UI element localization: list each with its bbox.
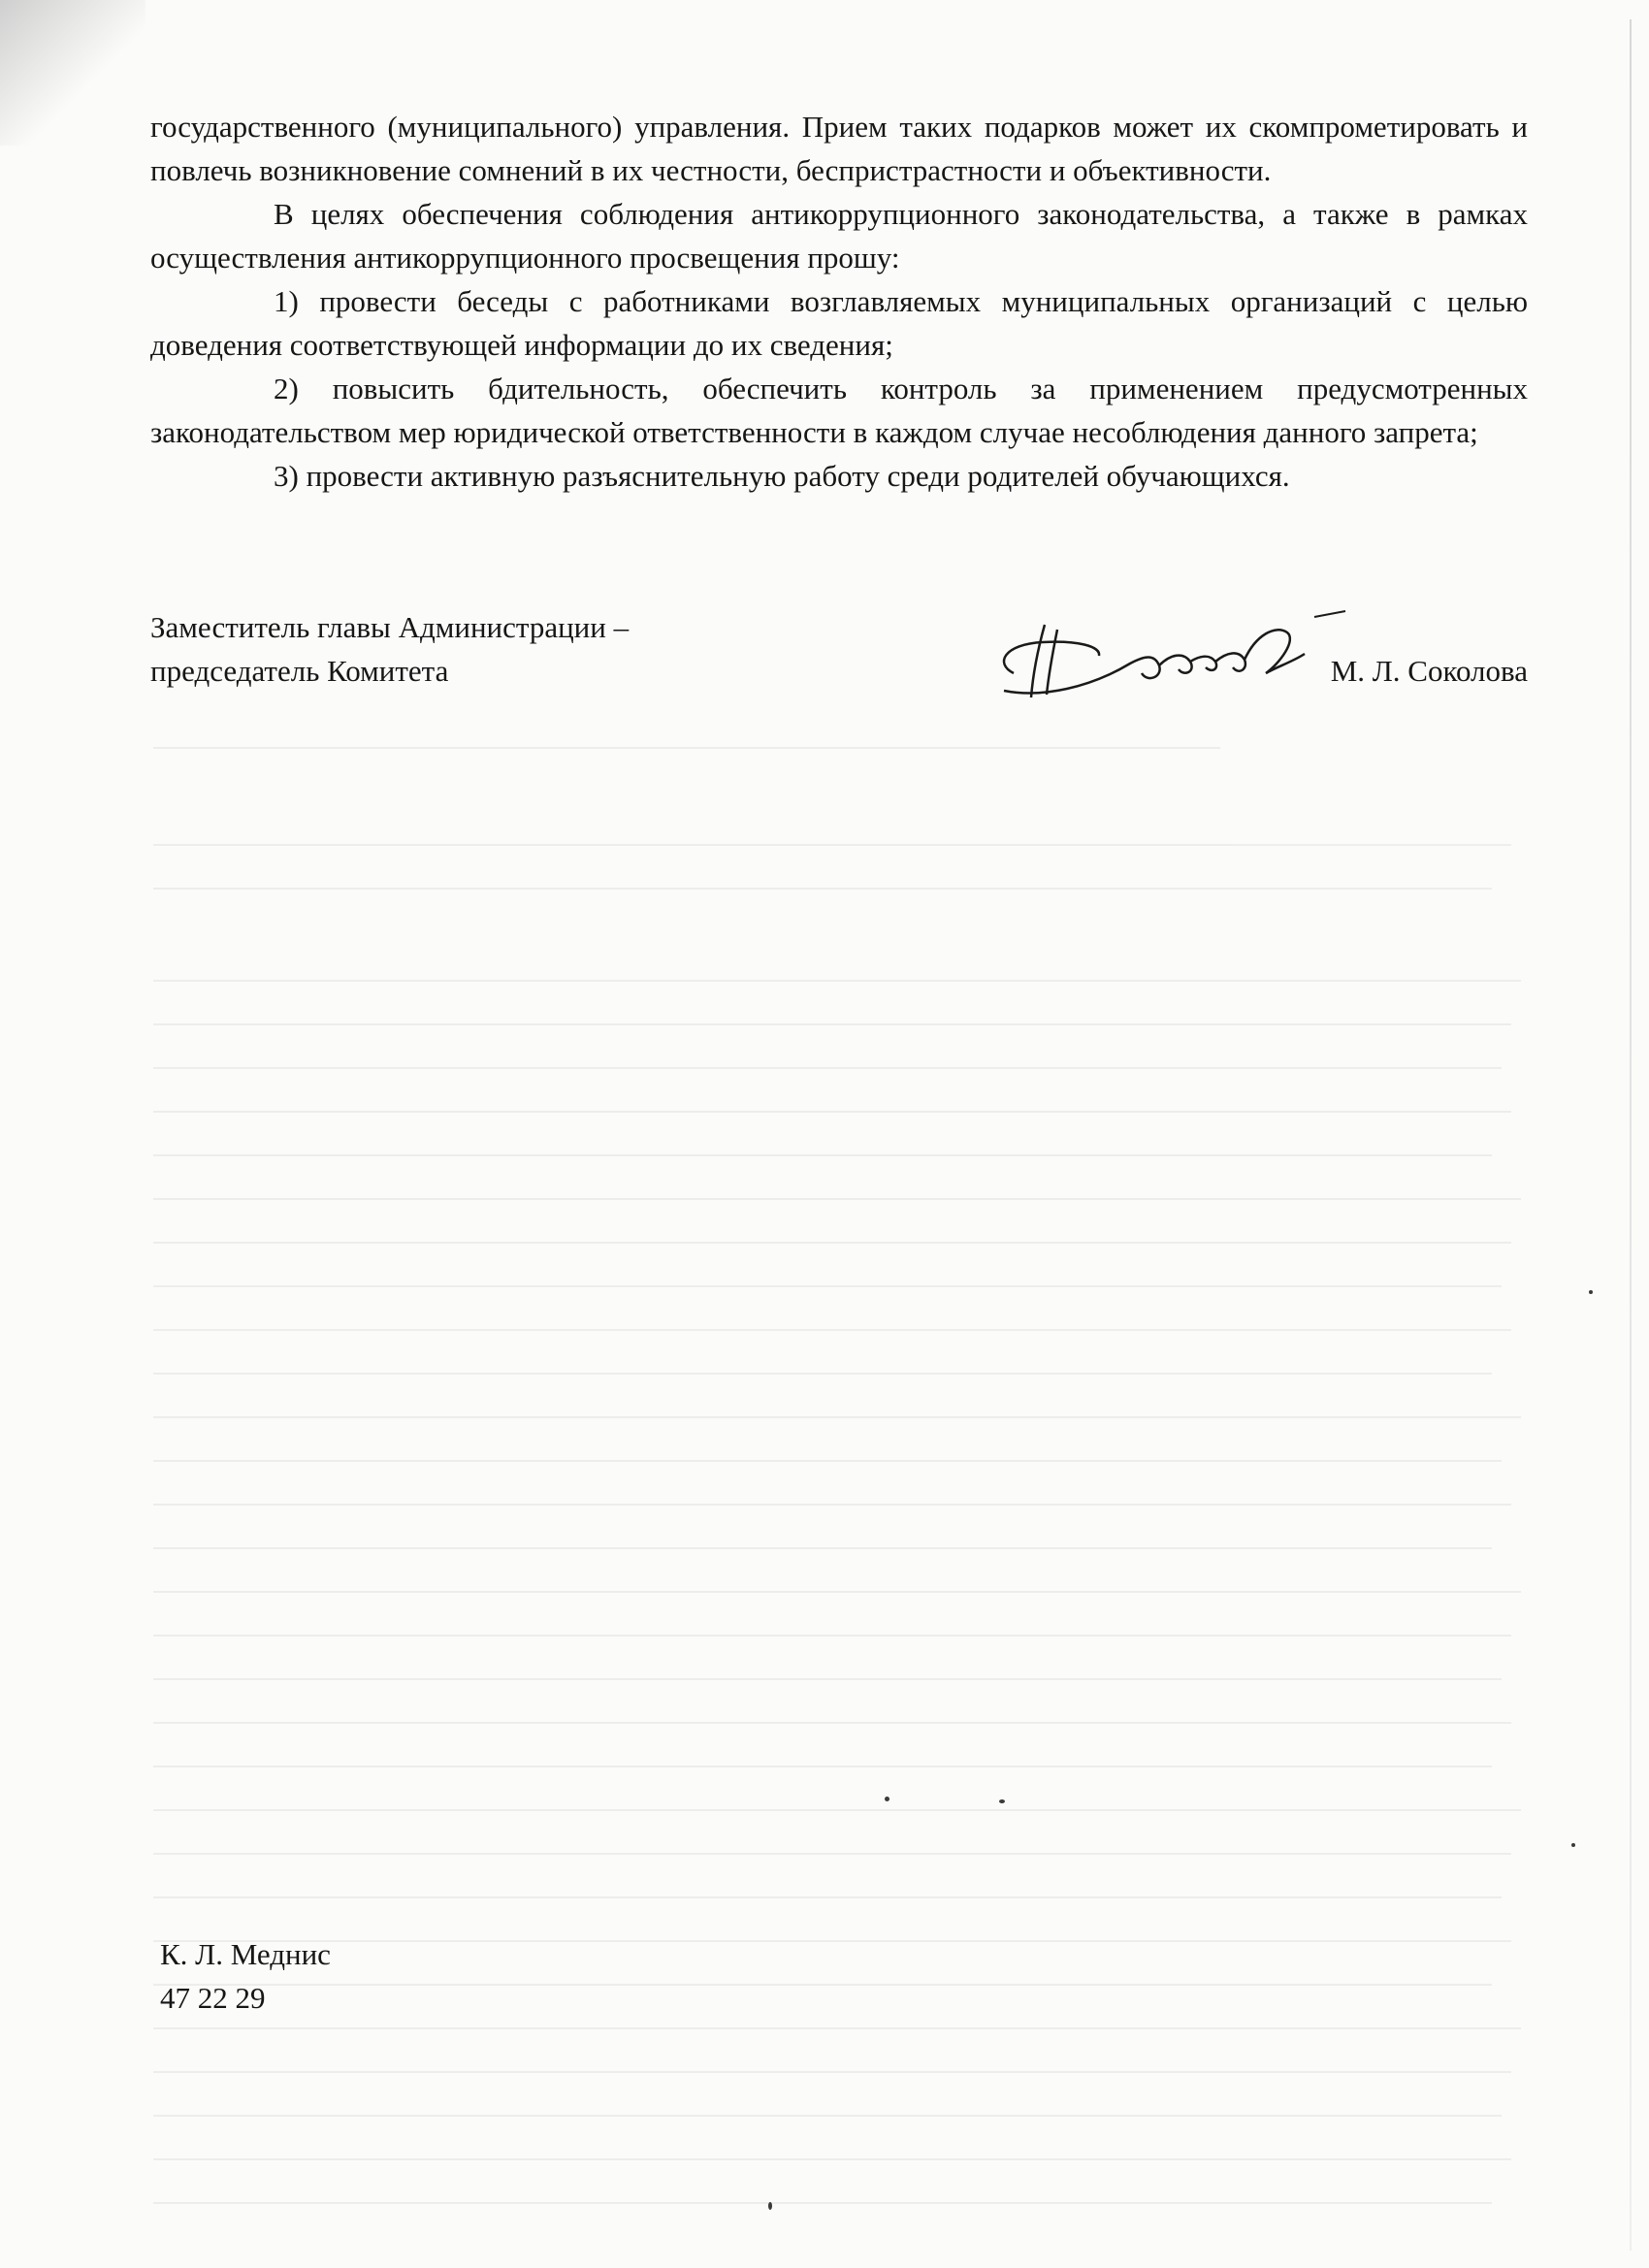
signature-block [150, 605, 1528, 722]
signatory-position [150, 605, 629, 693]
list-item-3: 3) провести активную разъяснительную работу среди родителей обучающихся. [274, 459, 1290, 493]
scan-speck [999, 1799, 1005, 1803]
signatory-position-line-1: Заместитель главы Администрации – [150, 610, 630, 644]
signatory-name: М. Л. Соколова [1330, 654, 1528, 688]
paragraph-request-intro: В целях обеспечения соблюдения антикоррупционного законодательства, а также в рамках осуществления антикоррупционного просвещения прошу: [150, 197, 1528, 275]
reverse-side-bleed-through [153, 737, 1531, 2251]
scan-speck [768, 2202, 772, 2210]
list-item-2: 2) повысить бдительность, обеспечить контроль за применением предусмотренных законодательством мер юридической ответственности в каждом случае несоблюдения данного запрета; [150, 372, 1528, 449]
letter-body [150, 105, 1528, 498]
signatory-position-line-2: председатель Комитета [150, 654, 449, 688]
executor-name: К. Л. Меднис [160, 1937, 331, 1971]
scan-speck [1589, 1290, 1593, 1294]
scan-speck [1571, 1843, 1575, 1847]
executor-phone: 47 22 29 [160, 1981, 266, 2015]
executor-info [160, 1932, 331, 2020]
scan-page-edge [1630, 19, 1632, 2251]
scan-speck [885, 1797, 889, 1801]
list-item-1: 1) провести беседы с работниками возглавляемых муниципальных организаций с целью доведения соответствующей информации до их сведения; [150, 284, 1528, 362]
scan-corner-shadow [0, 0, 146, 146]
paragraph-gifts-context: государственного (муниципального) управления. Прием таких подарков может их скомпрометировать и повлечь возникновение сомнений в их честности, беспристрастности и объективности. [150, 110, 1528, 187]
